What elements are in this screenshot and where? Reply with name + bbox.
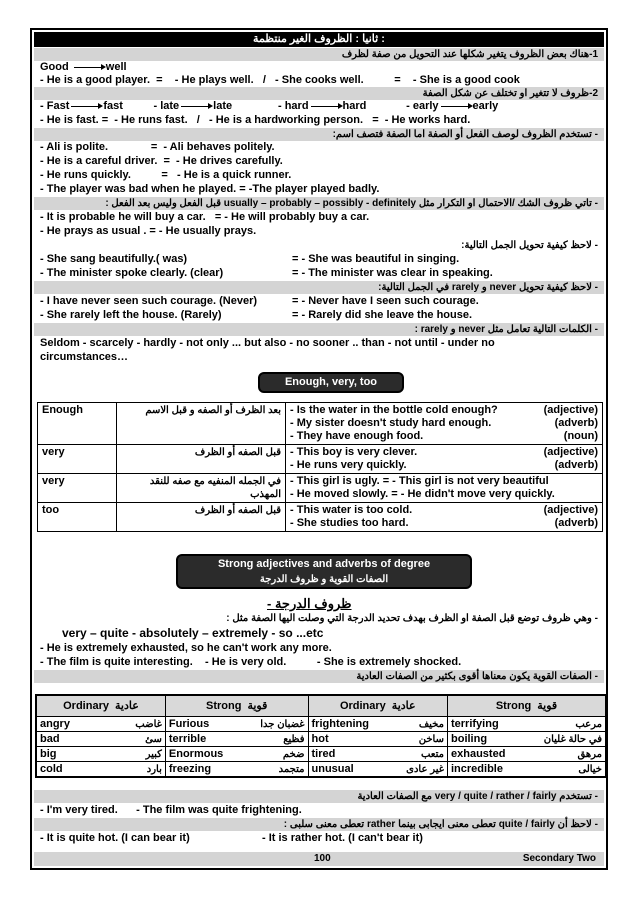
example-line: - Ali is polite. = - Ali behaves politely. bbox=[40, 141, 275, 153]
adj-word-en: terrifying bbox=[451, 717, 499, 730]
usage-example bbox=[290, 446, 598, 459]
rather-example-b: - It is rather hot. (I can't bear it) bbox=[262, 832, 423, 844]
usage-example bbox=[290, 417, 598, 430]
usage-examples bbox=[286, 403, 603, 445]
adj-word-ar: غاضب bbox=[135, 718, 162, 730]
rule-4-note: - تاتي ظروف الشك /الاحتمال او التكرار مثل usually – probably – possibly - definitely قبل الفعل وليس بعد الفعل : bbox=[34, 197, 604, 210]
adj-cell bbox=[308, 717, 447, 732]
adj-cell bbox=[308, 747, 447, 762]
adj-word-en: hot bbox=[311, 732, 329, 745]
adj-header bbox=[36, 695, 165, 717]
example-type: (adjective) bbox=[543, 404, 598, 416]
adj-word-en: unusual bbox=[311, 762, 354, 775]
rather-note: - لاحظ أن quite / fairly تعطى معنى ايجابى بينما rather تعطى معنى سلبى : bbox=[34, 818, 604, 831]
adj-cell bbox=[36, 732, 165, 747]
adj-cell bbox=[308, 732, 447, 747]
example-sentence: - He runs very quickly. bbox=[290, 459, 407, 471]
example-line: = - Rarely did she leave the house. bbox=[292, 309, 473, 321]
usage-table bbox=[37, 402, 603, 532]
adj-header-ar: قوية bbox=[247, 699, 268, 712]
adj-header bbox=[165, 695, 308, 717]
seldom-list-2: circumstances… bbox=[40, 351, 129, 363]
usage-example bbox=[290, 488, 598, 501]
adj-word-en: frightening bbox=[311, 717, 369, 730]
degree-note: - وهي ظروف توضع قبل الصفة او الظرف بهدف تحديد الدرجة التي وصلت اليها الصفة مثل : bbox=[34, 612, 604, 625]
example-type: (adverb) bbox=[554, 417, 598, 429]
usage-example bbox=[290, 517, 598, 530]
adj-cell bbox=[36, 747, 165, 762]
adj-word-ar: خيالى bbox=[578, 763, 602, 775]
example-line: - I have never seen such courage. (Never) bbox=[40, 295, 258, 307]
usage-word: very bbox=[38, 445, 117, 474]
example-sentence: - He moved slowly. = - He didn't move very quickly. bbox=[290, 488, 555, 500]
example-sentence: - This girl is ugly. = - This girl is not very beautiful bbox=[290, 475, 549, 487]
usage-row bbox=[38, 403, 603, 445]
adj-word-ar: متجمد bbox=[278, 763, 305, 775]
adj-cell bbox=[448, 747, 607, 762]
adj-word-ar: غضبان جدا bbox=[260, 718, 305, 730]
example-sentence: - She studies too hard. bbox=[290, 517, 409, 529]
example-line: - The minister spoke clearly. (clear) bbox=[40, 267, 224, 279]
adj-cell bbox=[165, 762, 308, 778]
adj-row bbox=[36, 717, 606, 732]
adj-word-ar: كبير bbox=[145, 748, 162, 760]
usage-example bbox=[290, 430, 598, 443]
example-type: (adverb) bbox=[554, 517, 598, 529]
example-sentence: - My sister doesn't study hard enough. bbox=[290, 417, 492, 429]
adj-word-en: cold bbox=[40, 762, 63, 775]
heading-strong-ar: الصفات القوية و ظروف الدرجة bbox=[259, 574, 389, 585]
good-example: - He is a good player. = - He plays well. / - She cooks well. = - She is a good cook bbox=[40, 74, 520, 86]
usage-example bbox=[290, 404, 598, 417]
adj-word-en: terrible bbox=[168, 732, 207, 745]
page bbox=[30, 28, 608, 870]
word-hard-2: hard bbox=[342, 100, 367, 112]
adj-word-ar: سئ bbox=[145, 733, 162, 745]
rather-example-a: - It is quite hot. (I can bear it) bbox=[40, 832, 190, 844]
example-line: - She rarely left the house. (Rarely) bbox=[40, 309, 222, 321]
usage-word: too bbox=[38, 503, 117, 532]
adj-word-ar: فظيع bbox=[283, 733, 305, 745]
seldom-list: Seldom - scarcely - hardly - not only ... but also - no sooner .. than - not until - under no bbox=[40, 337, 495, 349]
adj-header bbox=[308, 695, 447, 717]
arrow-icon bbox=[181, 106, 211, 107]
rule-7-note: - الكلمات التالية تعامل مثل never و rarely : bbox=[34, 323, 604, 336]
adj-cell bbox=[36, 717, 165, 732]
adj-header-en: Ordinary bbox=[339, 699, 386, 712]
word-fast: Fast bbox=[46, 100, 70, 112]
adj-word-ar: متعب bbox=[420, 748, 444, 760]
strong-adj-note: - الصفات القوية يكون معناها أقوى بكثير من الصفات العادية bbox=[34, 670, 604, 683]
word-late: late bbox=[160, 100, 180, 112]
adj-word-en: Enormous bbox=[168, 747, 224, 760]
example-sentence: - They have enough food. bbox=[290, 430, 424, 442]
adj-word-ar: ساخن bbox=[418, 733, 444, 745]
degree-words: very – quite - absolutely – extremely - so ...etc bbox=[62, 626, 324, 640]
example-line: = - Never have I seen such courage. bbox=[292, 295, 479, 307]
rule-5-note: - لاحظ كيفية تحويل الجمل التالية: bbox=[34, 239, 604, 252]
section-heading-strong bbox=[176, 554, 472, 589]
adj-row bbox=[36, 762, 606, 778]
word-well: well bbox=[105, 61, 127, 73]
usage-note: - تستخدم very / quite / rather / fairly مع الصفات العادية bbox=[34, 790, 604, 803]
adj-cell bbox=[165, 717, 308, 732]
usage-word: Enough bbox=[38, 403, 117, 445]
usage-arabic: بعد الظرف أو الصفه و قبل الاسم bbox=[117, 403, 286, 445]
usage-row bbox=[38, 503, 603, 532]
adj-word-en: big bbox=[40, 747, 57, 760]
usage-example: - I'm very tired. - The film was quite frightening. bbox=[40, 804, 302, 816]
rule-6-note: - لاحظ كيفية تحويل never و rarely في الجمل التالية: bbox=[34, 281, 604, 294]
adj-word-ar: مرهق bbox=[577, 748, 602, 760]
usage-examples bbox=[286, 503, 603, 532]
usage-examples bbox=[286, 474, 603, 503]
example-line: - He prays as usual . = - He usually prays. bbox=[40, 225, 257, 237]
word-fast-2: fast bbox=[103, 100, 123, 112]
fast-line: - Fast fast - late late - hard hard - early early bbox=[40, 100, 499, 112]
example-line: - He is a careful driver. = - He drives carefully. bbox=[40, 155, 283, 167]
example-line: = - The minister was clear in speaking. bbox=[292, 267, 493, 279]
section-heading-enough: Enough, very, too bbox=[258, 372, 404, 393]
adj-header-en: Ordinary bbox=[63, 699, 109, 712]
word-good: Good bbox=[40, 61, 69, 73]
usage-example bbox=[290, 504, 598, 517]
arrow-icon bbox=[74, 67, 104, 68]
usage-row bbox=[38, 474, 603, 503]
adj-cell bbox=[448, 762, 607, 778]
adj-row bbox=[36, 732, 606, 747]
adj-header-ar: قوية bbox=[537, 699, 558, 712]
good-well-line bbox=[40, 61, 127, 74]
heading-strong-en: Strong adjectives and adverbs of degree bbox=[217, 558, 431, 570]
rule-2-note: 2-ظروف لا تتغير او تختلف عن شكل الصفة bbox=[34, 87, 604, 100]
adj-header bbox=[448, 695, 607, 717]
word-early: early bbox=[412, 100, 439, 112]
adj-cell bbox=[165, 732, 308, 747]
usage-arabic: في الجمله المنفيه مع صفه للنقد المهذب bbox=[117, 474, 286, 503]
example-sentence: - Is the water in the bottle cold enough? bbox=[290, 404, 498, 416]
adj-word-en: bad bbox=[40, 732, 60, 745]
footer bbox=[34, 852, 604, 866]
usage-arabic: قبل الصفه أو الظرف bbox=[117, 445, 286, 474]
example-line: - The player was bad when he played. = -The player played badly. bbox=[40, 183, 380, 195]
usage-example bbox=[290, 475, 598, 488]
usage-arabic: قبل الصفه أو الظرف bbox=[117, 503, 286, 532]
word-hard: hard bbox=[284, 100, 309, 112]
adj-word-ar: ضخم bbox=[282, 748, 305, 760]
adjectives-table bbox=[35, 694, 607, 778]
example-sentence: - This water is too cold. bbox=[290, 504, 413, 516]
example-line: - She sang beautifully.( was) bbox=[40, 253, 188, 265]
example-sentence: - This boy is very clever. bbox=[290, 446, 418, 458]
degree-example: - He is extremely exhausted, so he can't work any more. bbox=[40, 642, 332, 654]
example-line: - He runs quickly. = - He is a quick runner. bbox=[40, 169, 292, 181]
usage-word: very bbox=[38, 474, 117, 503]
adj-cell bbox=[448, 732, 607, 747]
rule-1-note: 1-هناك بعض الظروف يتغير شكلها عند التحويل من صفة لظرف bbox=[34, 48, 604, 61]
adj-word-en: tired bbox=[311, 747, 336, 760]
degree-title: - ظروف الدرجة bbox=[267, 596, 352, 611]
adj-header-ar: عادية bbox=[114, 699, 139, 712]
page-number: 100 bbox=[314, 853, 331, 864]
adj-word-en: incredible bbox=[451, 762, 503, 775]
fast-example: - He is fast. = - He runs fast. / - He is a hardworking person. = - He works hard. bbox=[40, 114, 471, 126]
rule-3-note: - تستخدم الظروف لوصف الفعل أو الصفة اما الصفة فتصف اسم: bbox=[34, 128, 604, 141]
adj-word-ar: غير عادى bbox=[406, 763, 444, 775]
adj-cell bbox=[36, 762, 165, 778]
adj-word-en: freezing bbox=[168, 762, 212, 775]
adj-word-ar: في حالة غليان bbox=[543, 733, 602, 745]
adj-cell bbox=[308, 762, 447, 778]
adj-word-ar: مرعب bbox=[575, 718, 602, 730]
adj-header-ar: عادية bbox=[391, 699, 416, 712]
word-late-2: late bbox=[213, 100, 233, 112]
example-type: (adjective) bbox=[543, 504, 598, 516]
adj-header-en: Strong bbox=[495, 699, 532, 712]
adj-word-en: angry bbox=[40, 717, 70, 730]
usage-examples bbox=[286, 445, 603, 474]
arrow-icon bbox=[71, 106, 101, 107]
adj-word-ar: مخيف bbox=[418, 718, 444, 730]
usage-row bbox=[38, 445, 603, 474]
example-type: (adjective) bbox=[543, 446, 598, 458]
adj-word-ar: بارد bbox=[146, 763, 162, 775]
adj-cell bbox=[448, 717, 607, 732]
arrow-icon bbox=[311, 106, 341, 107]
adj-word-en: boiling bbox=[451, 732, 488, 745]
footer-label: Secondary Two bbox=[522, 853, 596, 864]
page-title: ثانيا : الظروف الغير منتظمة : bbox=[34, 32, 604, 47]
adj-cell bbox=[165, 747, 308, 762]
arrow-icon bbox=[441, 106, 471, 107]
adj-word-en: Furious bbox=[168, 717, 210, 730]
adj-header-en: Strong bbox=[206, 699, 242, 712]
adj-row bbox=[36, 747, 606, 762]
example-line: - It is probable he will buy a car. = - He will probably buy a car. bbox=[40, 211, 370, 223]
degree-example: - The film is quite interesting. - He is very old. - She is extremely shocked. bbox=[40, 656, 462, 668]
adj-word-en: exhausted bbox=[451, 747, 506, 760]
word-early-2: early bbox=[472, 100, 499, 112]
example-type: (noun) bbox=[563, 430, 598, 442]
example-line: = - She was beautiful in singing. bbox=[292, 253, 460, 265]
example-type: (adverb) bbox=[554, 459, 598, 471]
usage-example bbox=[290, 459, 598, 472]
